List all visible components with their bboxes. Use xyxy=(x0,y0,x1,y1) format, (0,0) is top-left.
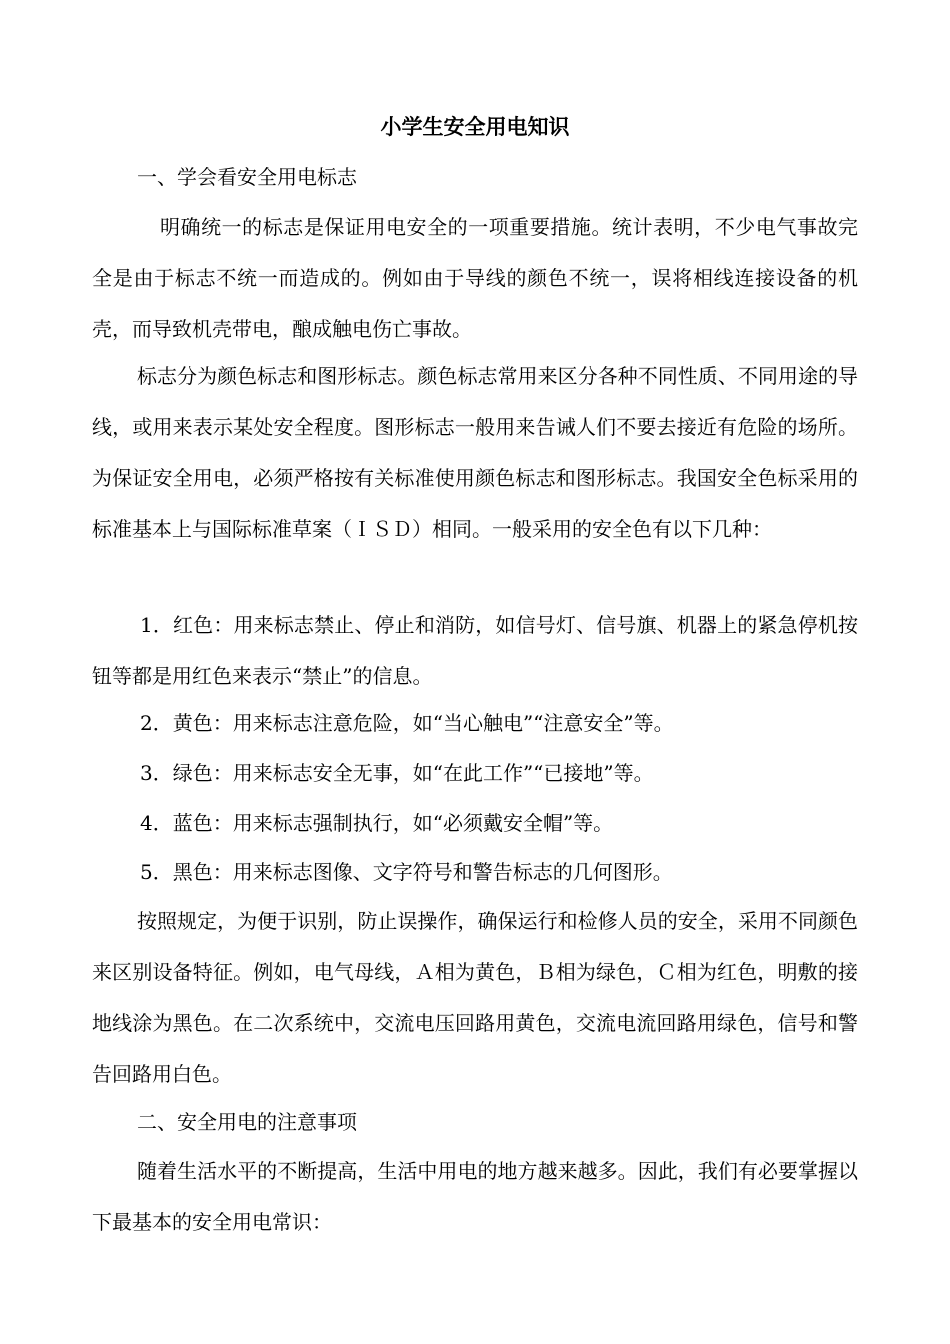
list-item-green: 3．绿色：用来标志安全无事，如“在此工作”“已接地”等。 xyxy=(140,761,654,785)
document-title: 小学生安全用电知识 xyxy=(380,114,570,139)
paragraph-1: 明确统一的标志是保证用电安全的一项重要措施。统计表明，不少电气事故完全是由于标志不统一而造成的。例如由于导线的颜色不统一，误将相线连接设备的机壳，而导致机壳带电，酿成触电伤亡事故。 xyxy=(92,215,858,341)
section-heading-2: 二、安全用电的注意事项 xyxy=(137,1110,357,1134)
paragraph-3: 按照规定，为便于识别，防止误操作，确保运行和检修人员的安全，采用不同颜色来区别设备特征。例如，电气母线，Ａ相为黄色，Ｂ相为绿色，Ｃ相为红色，明敷的接地线涂为黑色。在二次系统中，交流电压回路用黄色，交流电流回路用绿色，信号和警告回路用白色。 xyxy=(92,909,858,1086)
list-item-black: 5．黑色：用来标志图像、文字符号和警告标志的几何图形。 xyxy=(140,860,673,884)
list-item-red: 1．红色：用来标志禁止、停止和消防，如信号灯、信号旗、机器上的紧急停机按钮等都是用红色来表示“禁止”的信息。 xyxy=(92,613,858,688)
list-item-blue: 4．蓝色：用来标志强制执行，如“必须戴安全帽”等。 xyxy=(140,811,614,835)
paragraph-4: 随着生活水平的不断提高，生活中用电的地方越来越多。因此，我们有必要掌握以下最基本的安全用电常识： xyxy=(92,1159,858,1234)
paragraph-2: 标志分为颜色标志和图形标志。颜色标志常用来区分各种不同性质、不同用途的导线，或用来表示某处安全程度。图形标志一般用来告诫人们不要去接近有危险的场所。为保证安全用电，必须严格按有关标准使用颜色标志和图形标志。我国安全色标采用的标准基本上与国际标准草案（ＩＳＤ）相同。一般采用的安全色有以下几种： xyxy=(92,364,858,541)
list-item-yellow: 2．黄色：用来标志注意危险，如“当心触电”“注意安全”等。 xyxy=(140,711,674,735)
section-heading-1: 一、学会看安全用电标志 xyxy=(137,165,357,189)
